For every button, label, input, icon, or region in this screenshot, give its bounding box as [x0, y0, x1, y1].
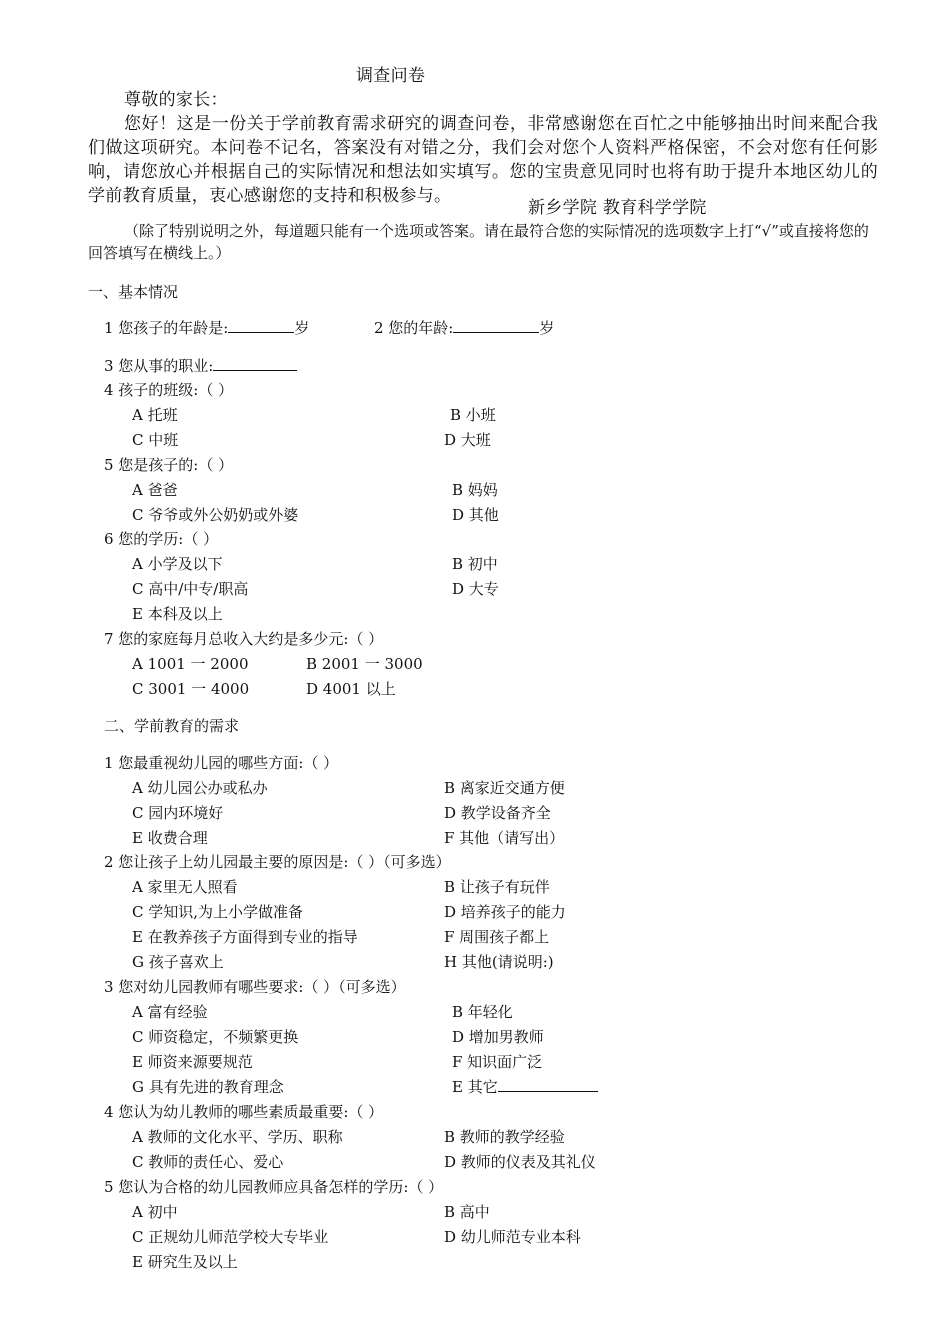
- option-item[interactable]: B 教师的教学经验: [444, 1128, 565, 1146]
- question-parent-age: [374, 318, 554, 338]
- question-label: 2 您的年龄:: [374, 319, 454, 337]
- answer-blank[interactable]: [228, 318, 294, 333]
- answer-blank[interactable]: [498, 1077, 598, 1092]
- option-item[interactable]: F 其他（请写出）: [444, 829, 565, 847]
- option-item[interactable]: A 富有经验: [132, 1003, 208, 1021]
- option-item[interactable]: A 爸爸: [132, 481, 178, 499]
- answer-blank[interactable]: [453, 318, 539, 333]
- option-item[interactable]: [452, 1077, 598, 1097]
- question-label: 3 您从事的职业:: [104, 357, 214, 375]
- option-item[interactable]: B 离家近交通方便: [444, 779, 565, 797]
- question-income: 7 您的家庭每月总收入大约是多少元:（ ）: [104, 630, 384, 648]
- question-class-level: 4 孩子的班级:（ ）: [104, 381, 234, 399]
- option-item[interactable]: C 园内环境好: [132, 804, 224, 822]
- option-item[interactable]: A 幼儿园公办或私办: [132, 779, 268, 797]
- option-item[interactable]: D 大专: [452, 580, 499, 598]
- section-heading-needs: 二、学前教育的需求: [104, 717, 240, 735]
- option-item[interactable]: F 周围孩子都上: [444, 928, 550, 946]
- question-teacher-education: 5 您认为合格的幼儿园教师应具备怎样的学历:（ ）: [104, 1178, 444, 1196]
- option-item[interactable]: E 本科及以上: [132, 605, 223, 623]
- option-item[interactable]: D 其他: [452, 506, 499, 524]
- option-item[interactable]: D 教师的仪表及其礼仪: [444, 1153, 596, 1171]
- option-item[interactable]: G 孩子喜欢上: [132, 953, 224, 971]
- question-child-age: [104, 318, 309, 338]
- unit-label: 岁: [294, 319, 310, 337]
- question-relationship: 5 您是孩子的:（ ）: [104, 456, 234, 474]
- option-item[interactable]: C 正规幼儿师范学校大专毕业: [132, 1228, 329, 1246]
- option-item[interactable]: H 其他(请说明:): [444, 953, 554, 971]
- document-title: 调查问卷: [356, 66, 426, 86]
- option-item[interactable]: B 年轻化: [452, 1003, 513, 1021]
- option-item[interactable]: B 2001 一 3000: [306, 655, 423, 673]
- unit-label: 岁: [539, 319, 555, 337]
- option-label: E 其它: [452, 1078, 498, 1096]
- option-item[interactable]: C 学知识,为上小学做准备: [132, 903, 304, 921]
- option-item[interactable]: B 初中: [452, 555, 498, 573]
- intro-paragraph: 您好！这是一份关于学前教育需求研究的调查问卷，非常感谢您在百忙之中能够抽出时间来配合我们做这项研究。本问卷不记名，答案没有对错之分，我们会对您个人资料严格保密，不会对您有任何影响，请您放心并根据自己的实际情况和想法如实填写。您的宝贵意见同时也将有助于提升本地区幼儿的学前教育质量，衷心感谢您的支持和积极参与。: [88, 114, 878, 206]
- option-item[interactable]: D 幼儿师范专业本科: [444, 1228, 581, 1246]
- option-item[interactable]: A 小学及以下: [132, 555, 223, 573]
- question-education: 6 您的学历:（ ）: [104, 530, 219, 548]
- option-item[interactable]: C 教师的责任心、爱心: [132, 1153, 284, 1171]
- option-item[interactable]: G 具有先进的教育理念: [132, 1078, 284, 1096]
- option-item[interactable]: A 家里无人照看: [132, 878, 238, 896]
- question-teacher-requirements: 3 您对幼儿园教师有哪些要求:（ ）（可多选）: [104, 978, 406, 996]
- option-item[interactable]: F 知识面广泛: [452, 1053, 543, 1071]
- option-item[interactable]: A 1001 一 2000: [132, 655, 249, 673]
- option-item[interactable]: C 3001 一 4000: [132, 680, 250, 698]
- answer-blank[interactable]: [213, 356, 297, 371]
- section-heading-basic-info: 一、基本情况: [88, 283, 179, 301]
- option-item[interactable]: C 师资稳定，不频繁更换: [132, 1028, 299, 1046]
- option-item[interactable]: C 高中/中专/职高: [132, 580, 249, 598]
- option-item[interactable]: A 初中: [132, 1203, 178, 1221]
- question-teacher-qualities: 4 您认为幼儿教师的哪些素质最重要:（ ）: [104, 1103, 384, 1121]
- option-item[interactable]: E 师资来源要规范: [132, 1053, 253, 1071]
- option-item[interactable]: A 教师的文化水平、学历、职称: [132, 1128, 343, 1146]
- option-item[interactable]: C 中班: [132, 431, 179, 449]
- option-item[interactable]: B 小班: [450, 406, 496, 424]
- greeting: 尊敬的家长：: [124, 90, 228, 110]
- option-item[interactable]: A 托班: [132, 406, 178, 424]
- option-item[interactable]: D 教学设备齐全: [444, 804, 551, 822]
- option-item[interactable]: C 爷爷或外公奶奶或外婆: [132, 506, 299, 524]
- option-item[interactable]: E 研究生及以上: [132, 1253, 238, 1271]
- option-item[interactable]: E 在教养孩子方面得到专业的指导: [132, 928, 358, 946]
- option-item[interactable]: B 妈妈: [452, 481, 498, 499]
- option-item[interactable]: D 4001 以上: [306, 680, 396, 698]
- option-item[interactable]: E 收费合理: [132, 829, 208, 847]
- question-enrollment-reason: 2 您让孩子上幼儿园最主要的原因是:（ ）（可多选）: [104, 853, 451, 871]
- option-item[interactable]: B 让孩子有玩伴: [444, 878, 550, 896]
- option-item[interactable]: B 高中: [444, 1203, 490, 1221]
- option-item[interactable]: D 大班: [444, 431, 491, 449]
- instructions-note: （除了特别说明之外，每道题只能有一个选项或答案。请在最符合您的实际情况的选项数字上打“√”或直接将您的回答填写在横线上。）: [88, 222, 869, 262]
- question-label: 1 您孩子的年龄是:: [104, 319, 229, 337]
- option-item[interactable]: D 增加男教师: [452, 1028, 544, 1046]
- signature: 新乡学院 教育科学学院: [528, 198, 707, 218]
- question-occupation: [104, 356, 297, 376]
- option-item[interactable]: D 培养孩子的能力: [444, 903, 566, 921]
- question-kindergarten-aspects: 1 您最重视幼儿园的哪些方面:（ ）: [104, 754, 339, 772]
